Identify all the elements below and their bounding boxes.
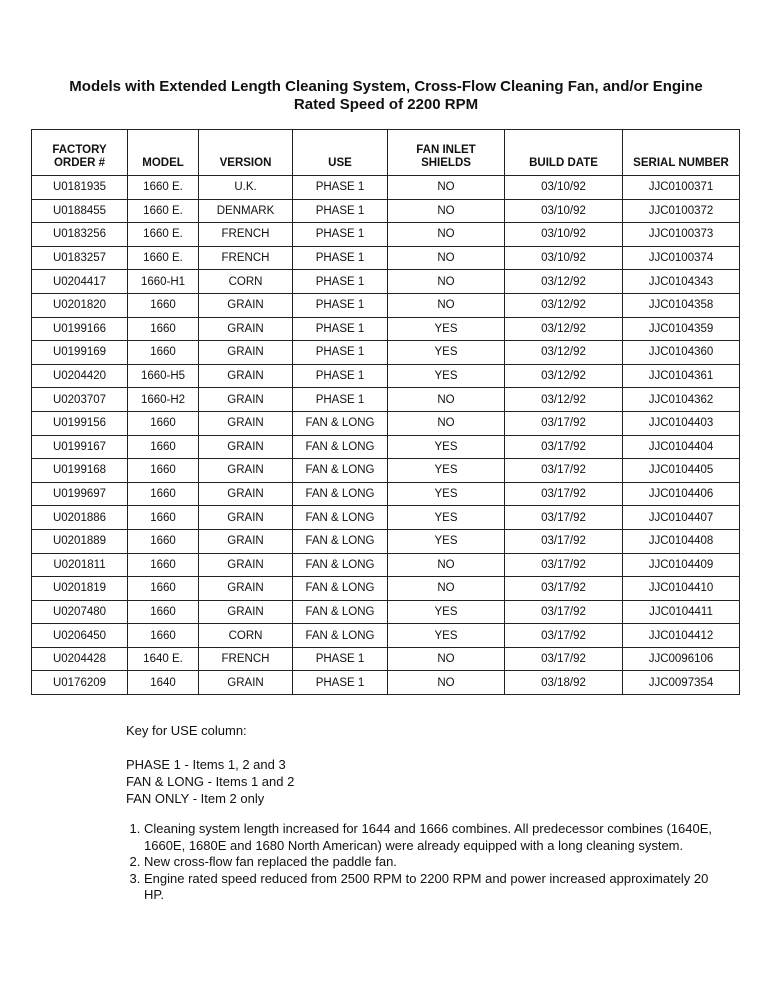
cell-version: FRENCH (199, 647, 293, 671)
header-version (199, 130, 293, 176)
table-row (32, 317, 740, 341)
cell-model: 1660 E. (128, 176, 199, 200)
cell-fan-inlet-shields: NO (388, 411, 505, 435)
cell-fan-inlet-shields: NO (388, 293, 505, 317)
cell-build-date: 03/10/92 (505, 246, 623, 270)
cell-version: GRAIN (199, 577, 293, 601)
cell-model: 1660-H2 (128, 388, 199, 412)
cell-build-date: 03/10/92 (505, 176, 623, 200)
header-text: BUILD DATE (529, 157, 598, 169)
table-row (32, 647, 740, 671)
table-row (32, 199, 740, 223)
cell-fan-inlet-shields: NO (388, 577, 505, 601)
cell-build-date: 03/17/92 (505, 600, 623, 624)
cell-fan-inlet-shields: NO (388, 388, 505, 412)
table-row (32, 388, 740, 412)
cell-serial-number: JJC0104359 (623, 317, 740, 341)
cell-use: FAN & LONG (293, 600, 388, 624)
table-row (32, 411, 740, 435)
cell-factory-order: U0199167 (32, 435, 128, 459)
cell-build-date: 03/17/92 (505, 482, 623, 506)
cell-use: PHASE 1 (293, 199, 388, 223)
cell-factory-order: U0206450 (32, 624, 128, 648)
cell-model: 1660 E. (128, 199, 199, 223)
cell-serial-number: JJC0104343 (623, 270, 740, 294)
cell-serial-number: JJC0104407 (623, 506, 740, 530)
header-use (293, 130, 388, 176)
cell-use: PHASE 1 (293, 293, 388, 317)
cell-build-date: 03/12/92 (505, 364, 623, 388)
cell-build-date: 03/12/92 (505, 388, 623, 412)
cell-fan-inlet-shields: NO (388, 647, 505, 671)
table-row (32, 293, 740, 317)
cell-serial-number: JJC0100371 (623, 176, 740, 200)
cell-model: 1660 (128, 553, 199, 577)
cell-factory-order: U0204420 (32, 364, 128, 388)
table-body (32, 176, 740, 695)
cell-model: 1660 (128, 577, 199, 601)
cell-version: FRENCH (199, 223, 293, 247)
key-line: FAN & LONG - Items 1 and 2 (126, 774, 295, 789)
table-row (32, 176, 740, 200)
cell-version: FRENCH (199, 246, 293, 270)
cell-use: PHASE 1 (293, 364, 388, 388)
cell-fan-inlet-shields: YES (388, 529, 505, 553)
cell-factory-order: U0201889 (32, 529, 128, 553)
cell-version: U.K. (199, 176, 293, 200)
cell-factory-order: U0201819 (32, 577, 128, 601)
cell-fan-inlet-shields: NO (388, 671, 505, 695)
cell-version: GRAIN (199, 293, 293, 317)
cell-build-date: 03/10/92 (505, 223, 623, 247)
header-text: USE (328, 157, 352, 169)
table-row (32, 270, 740, 294)
cell-factory-order: U0201811 (32, 553, 128, 577)
cell-use: FAN & LONG (293, 435, 388, 459)
cell-version: GRAIN (199, 482, 293, 506)
table-row (32, 553, 740, 577)
note-item: 3. Engine rated speed reduced from 2500 RPM to 2200 RPM and power increased approximately 20 HP. (144, 871, 724, 904)
cell-version: GRAIN (199, 364, 293, 388)
cell-build-date: 03/18/92 (505, 671, 623, 695)
cell-use: FAN & LONG (293, 577, 388, 601)
table-row (32, 341, 740, 365)
header-text: FACTORY (52, 144, 107, 156)
table-row (32, 435, 740, 459)
cell-version: DENMARK (199, 199, 293, 223)
cell-fan-inlet-shields: NO (388, 553, 505, 577)
cell-fan-inlet-shields: YES (388, 482, 505, 506)
table-row (32, 459, 740, 483)
table-row (32, 600, 740, 624)
title-line-2: Rated Speed of 2200 RPM (293, 96, 479, 113)
cell-use: FAN & LONG (293, 459, 388, 483)
cell-build-date: 03/17/92 (505, 529, 623, 553)
cell-serial-number: JJC0104406 (623, 482, 740, 506)
header-model (128, 130, 199, 176)
cell-serial-number: JJC0104403 (623, 411, 740, 435)
cell-model: 1660 E. (128, 223, 199, 247)
cell-use: PHASE 1 (293, 317, 388, 341)
cell-serial-number: JJC0104404 (623, 435, 740, 459)
cell-use: PHASE 1 (293, 671, 388, 695)
cell-version: GRAIN (199, 600, 293, 624)
cell-fan-inlet-shields: YES (388, 435, 505, 459)
header-factory-order (32, 130, 128, 176)
cell-version: GRAIN (199, 317, 293, 341)
cell-use: FAN & LONG (293, 529, 388, 553)
cell-use: FAN & LONG (293, 624, 388, 648)
cell-build-date: 03/12/92 (505, 293, 623, 317)
header-fan-inlet-shields (388, 130, 505, 176)
header-text: ORDER # (53, 157, 106, 169)
cell-factory-order: U0201820 (32, 293, 128, 317)
cell-use: PHASE 1 (293, 647, 388, 671)
table-row (32, 506, 740, 530)
header-text: VERSION (219, 157, 272, 169)
header-text: SHIELDS (421, 157, 471, 169)
cell-model: 1660 E. (128, 246, 199, 270)
cell-factory-order: U0199169 (32, 341, 128, 365)
cell-serial-number: JJC0097354 (623, 671, 740, 695)
cell-model: 1660 (128, 317, 199, 341)
cell-build-date: 03/17/92 (505, 647, 623, 671)
cell-serial-number: JJC0104362 (623, 388, 740, 412)
cell-serial-number: JJC0104361 (623, 364, 740, 388)
cell-version: GRAIN (199, 671, 293, 695)
cell-build-date: 03/10/92 (505, 199, 623, 223)
header-build-date (505, 130, 623, 176)
cell-factory-order: U0188455 (32, 199, 128, 223)
cell-serial-number: JJC0100372 (623, 199, 740, 223)
cell-factory-order: U0207480 (32, 600, 128, 624)
cell-serial-number: JJC0100373 (623, 223, 740, 247)
cell-build-date: 03/12/92 (505, 317, 623, 341)
cell-model: 1660 (128, 482, 199, 506)
cell-build-date: 03/17/92 (505, 459, 623, 483)
cell-serial-number: JJC0104410 (623, 577, 740, 601)
cell-version: GRAIN (199, 506, 293, 530)
cell-version: GRAIN (199, 553, 293, 577)
cell-version: CORN (199, 270, 293, 294)
cell-factory-order: U0199168 (32, 459, 128, 483)
cell-factory-order: U0204428 (32, 647, 128, 671)
cell-serial-number: JJC0104405 (623, 459, 740, 483)
note-item: 2. New cross-flow fan replaced the paddle fan. (144, 854, 724, 871)
cell-version: GRAIN (199, 411, 293, 435)
cell-factory-order: U0199697 (32, 482, 128, 506)
cell-factory-order: U0199166 (32, 317, 128, 341)
cell-model: 1660 (128, 529, 199, 553)
cell-model: 1660 (128, 411, 199, 435)
cell-version: GRAIN (199, 529, 293, 553)
table-row (32, 529, 740, 553)
cell-factory-order: U0181935 (32, 176, 128, 200)
cell-factory-order: U0204417 (32, 270, 128, 294)
cell-fan-inlet-shields: YES (388, 317, 505, 341)
cell-use: PHASE 1 (293, 341, 388, 365)
cell-fan-inlet-shields: YES (388, 600, 505, 624)
cell-build-date: 03/17/92 (505, 624, 623, 648)
cell-model: 1660 (128, 506, 199, 530)
cell-fan-inlet-shields: YES (388, 341, 505, 365)
cell-serial-number: JJC0104358 (623, 293, 740, 317)
cell-serial-number: JJC0104408 (623, 529, 740, 553)
cell-use: FAN & LONG (293, 411, 388, 435)
cell-fan-inlet-shields: NO (388, 223, 505, 247)
combine-models-table (31, 129, 740, 695)
cell-version: GRAIN (199, 388, 293, 412)
cell-serial-number: JJC0104412 (623, 624, 740, 648)
cell-fan-inlet-shields: NO (388, 199, 505, 223)
cell-serial-number: JJC0100374 (623, 246, 740, 270)
cell-version: GRAIN (199, 341, 293, 365)
cell-fan-inlet-shields: NO (388, 270, 505, 294)
cell-factory-order: U0203707 (32, 388, 128, 412)
cell-model: 1660-H5 (128, 364, 199, 388)
table-row (32, 624, 740, 648)
table-row (32, 223, 740, 247)
cell-serial-number: JJC0104409 (623, 553, 740, 577)
table-row (32, 671, 740, 695)
table-row (32, 364, 740, 388)
cell-build-date: 03/17/92 (505, 577, 623, 601)
cell-use: PHASE 1 (293, 246, 388, 270)
cell-version: CORN (199, 624, 293, 648)
header-serial-number (623, 130, 740, 176)
key-line: FAN ONLY - Item 2 only (126, 791, 265, 806)
cell-fan-inlet-shields: YES (388, 364, 505, 388)
header-text: MODEL (142, 157, 184, 169)
cell-build-date: 03/17/92 (505, 411, 623, 435)
cell-fan-inlet-shields: NO (388, 176, 505, 200)
key-list (126, 756, 294, 807)
cell-use: FAN & LONG (293, 482, 388, 506)
cell-model: 1660 (128, 459, 199, 483)
cell-model: 1660 (128, 293, 199, 317)
cell-model: 1660 (128, 341, 199, 365)
page-title (40, 78, 732, 114)
table-row (32, 577, 740, 601)
header-text: FAN INLET (416, 144, 476, 156)
cell-factory-order: U0183256 (32, 223, 128, 247)
cell-fan-inlet-shields: YES (388, 459, 505, 483)
cell-build-date: 03/12/92 (505, 270, 623, 294)
cell-model: 1660 (128, 435, 199, 459)
cell-version: GRAIN (199, 459, 293, 483)
cell-serial-number: JJC0104411 (623, 600, 740, 624)
cell-model: 1660 (128, 624, 199, 648)
cell-fan-inlet-shields: NO (388, 246, 505, 270)
cell-build-date: 03/12/92 (505, 341, 623, 365)
cell-use: PHASE 1 (293, 270, 388, 294)
cell-model: 1640 E. (128, 647, 199, 671)
cell-factory-order: U0183257 (32, 246, 128, 270)
cell-factory-order: U0201886 (32, 506, 128, 530)
key-line: PHASE 1 - Items 1, 2 and 3 (126, 757, 286, 772)
cell-version: GRAIN (199, 435, 293, 459)
cell-serial-number: JJC0104360 (623, 341, 740, 365)
cell-model: 1640 (128, 671, 199, 695)
cell-use: PHASE 1 (293, 388, 388, 412)
cell-serial-number: JJC0096106 (623, 647, 740, 671)
cell-build-date: 03/17/92 (505, 553, 623, 577)
title-line-1: Models with Extended Length Cleaning System, Cross-Flow Cleaning Fan, and/or Engine (69, 78, 703, 95)
cell-factory-order: U0176209 (32, 671, 128, 695)
table-header-row (32, 130, 740, 176)
cell-fan-inlet-shields: YES (388, 506, 505, 530)
cell-build-date: 03/17/92 (505, 435, 623, 459)
table-row (32, 246, 740, 270)
notes-list (126, 821, 724, 904)
header-text: SERIAL NUMBER (633, 157, 729, 169)
cell-use: PHASE 1 (293, 223, 388, 247)
cell-build-date: 03/17/92 (505, 506, 623, 530)
cell-factory-order: U0199156 (32, 411, 128, 435)
cell-model: 1660-H1 (128, 270, 199, 294)
key-title: Key for USE column: (126, 723, 247, 738)
cell-use: FAN & LONG (293, 506, 388, 530)
cell-use: FAN & LONG (293, 553, 388, 577)
note-item: 1. Cleaning system length increased for 1644 and 1666 combines. All predecessor combines (1640E, 1660E, 1680E and 1680 North American) were already equipped with a long cleaning system. (144, 821, 724, 854)
cell-model: 1660 (128, 600, 199, 624)
cell-use: PHASE 1 (293, 176, 388, 200)
table-row (32, 482, 740, 506)
cell-fan-inlet-shields: YES (388, 624, 505, 648)
